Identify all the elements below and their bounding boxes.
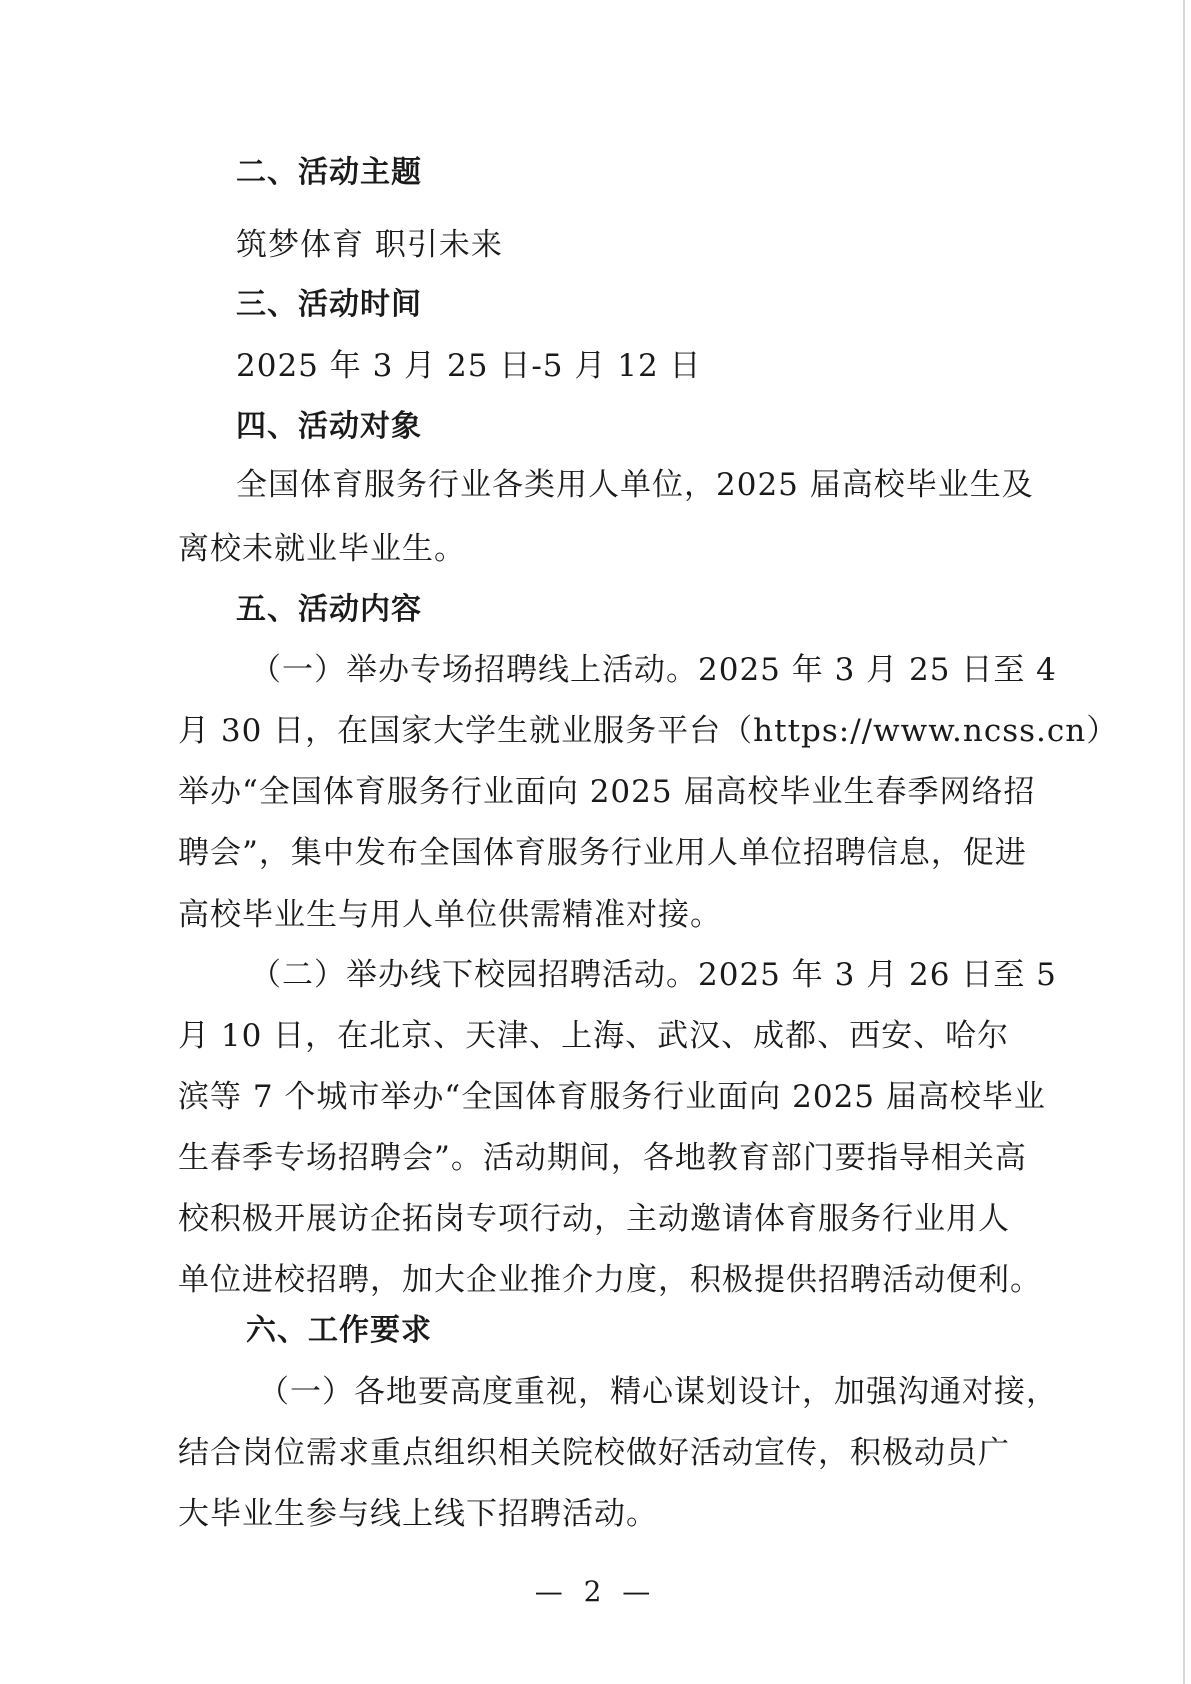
page-edge-shadow — [1183, 0, 1185, 1684]
time-text: 2025 年 3 月 25 日-5 月 12 日 — [236, 348, 702, 384]
requirements-p1-line-1: （一）各地要高度重视，精心谋划设计，加强沟通对接， — [258, 1374, 1058, 1410]
section-heading-target: 四、活动对象 — [236, 409, 422, 444]
requirements-p1-line-2: 结合岗位需求重点组织相关院校做好活动宣传，积极动员广 — [178, 1435, 1010, 1471]
section-heading-theme: 二、活动主题 — [236, 155, 422, 190]
requirements-p1-line-3: 大毕业生参与线上线下招聘活动。 — [178, 1496, 658, 1532]
content-p1-line-1: （一）举办专场招聘线上活动。2025 年 3 月 25 日至 4 — [250, 652, 1057, 688]
section-heading-requirements: 六、工作要求 — [246, 1313, 432, 1348]
page-number: — 2 — — [534, 1575, 657, 1608]
section-heading-time: 三、活动时间 — [236, 287, 422, 322]
content-p1-line-3: 举办“全国体育服务行业面向 2025 届高校毕业生春季网络招 — [178, 774, 1036, 810]
content-p1-line-5: 高校毕业生与用人单位供需精准对接。 — [178, 897, 722, 933]
content-p1-line-2: 月 30 日，在国家大学生就业服务平台（https://www.ncss.cn） — [178, 713, 1119, 749]
content-p2-line-4: 生春季专场招聘会”。活动期间，各地教育部门要指导相关高 — [178, 1140, 1027, 1176]
section-heading-content: 五、活动内容 — [236, 592, 422, 627]
target-line-1: 全国体育服务行业各类用人单位，2025 届高校毕业生及 — [236, 467, 1034, 503]
content-p2-line-6: 单位进校招聘，加大企业推介力度，积极提供招聘活动便利。 — [178, 1262, 1042, 1298]
content-p2-line-5: 校积极开展访企拓岗专项行动，主动邀请体育服务行业用人 — [178, 1201, 1010, 1237]
content-p2-line-2: 月 10 日，在北京、天津、上海、武汉、成都、西安、哈尔 — [178, 1018, 1010, 1054]
content-p2-line-1: （二）举办线下校园招聘活动。2025 年 3 月 26 日至 5 — [250, 957, 1057, 993]
content-p1-line-4: 聘会”，集中发布全国体育服务行业用人单位招聘信息，促进 — [178, 835, 1027, 871]
target-line-2: 离校未就业毕业生。 — [178, 531, 466, 567]
content-p2-line-3: 滨等 7 个城市举办“全国体育服务行业面向 2025 届高校毕业 — [178, 1079, 1046, 1115]
theme-text: 筑梦体育 职引未来 — [236, 227, 503, 263]
